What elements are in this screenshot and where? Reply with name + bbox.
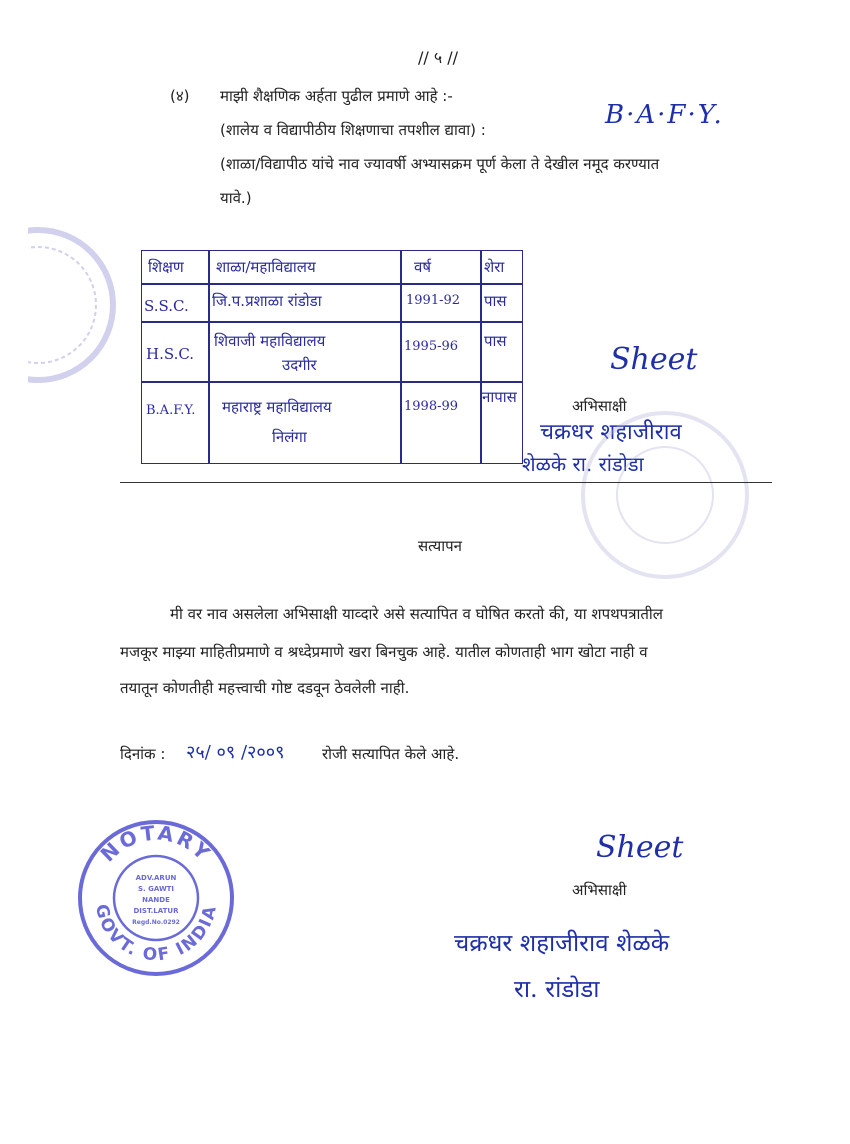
deponent-2-label: अभिसाक्षी (572, 881, 627, 899)
table-row-2-course: H.S.C. (146, 345, 195, 363)
section-line-4: यावे.) (220, 189, 252, 207)
education-table (141, 250, 523, 464)
section-number: (४) (170, 87, 190, 105)
table-row-2-school-1: शिवाजी महाविद्यालय (214, 332, 326, 350)
verification-para-line-2: मजकूर माझ्या माहितीप्रमाणे व श्रध्देप्रमाणे खरा बिनचुक आहे. यातील कोणताही भाग खोटा नाही व (120, 643, 648, 661)
table-row-2-remark: पास (484, 332, 507, 350)
section-line-2: (शालेय व विद्यापीठीय शिक्षणाचा तपशील द्यावा) : (220, 121, 486, 139)
table-header-year: वर्ष (414, 258, 432, 276)
verification-date-value: २५/ ०९ /२००९ (186, 742, 285, 763)
section-divider (120, 482, 772, 483)
section-line-3: (शाळा/विद्यापीठ यांचे नाव ज्यावर्षी अभ्यासक्रम पूर्ण केला ते देखील नमूद करण्यात (220, 155, 660, 173)
verification-date-suffix: रोजी सत्यापित केले आहे. (322, 745, 460, 763)
page-number: // ५ // (418, 48, 459, 67)
table-row-1-course: S.S.C. (144, 297, 189, 315)
table-row-3-school-2: निलंगा (272, 428, 307, 446)
notary-stamp-top-text: NOTARY (95, 820, 217, 867)
table-row-1-year: 1991-92 (406, 293, 461, 308)
deponent-1-name-1: चक्रधर शहाजीराव (540, 420, 682, 445)
faded-stamp-right (575, 405, 755, 585)
deponent-1-name-2: शेळके रा. रांडोडा (522, 452, 644, 476)
svg-text:NOTARY (96, 821, 217, 867)
deponent-1-signature: Sheet (610, 342, 698, 377)
verification-para-line-1: मी वर नाव असलेला अभिसाक्षी याव्दारे असे सत्यापित व घोषित करतो की, या शपथपत्रातील (170, 605, 663, 623)
deponent-1-label: अभिसाक्षी (572, 397, 627, 415)
notary-stamp-center-5: Regd.No.0292 (132, 919, 180, 926)
notary-stamp-center-2: S. GAWTI (137, 885, 175, 893)
table-row-3-school-1: महाराष्ट्र महाविद्यालय (222, 398, 332, 416)
deponent-2-signature: Sheet (596, 830, 684, 865)
table-header-remark: शेरा (484, 258, 505, 276)
handwritten-qualification-note: B·A·F·Y. (605, 100, 724, 130)
table-row-2-year: 1995-96 (404, 339, 459, 354)
table-header-course: शिक्षण (148, 258, 184, 276)
verification-date-label: दिनांक : (120, 745, 166, 763)
table-row-1-school: जि.प.प्रशाळा रांडोडा (212, 292, 322, 310)
deponent-2-name-1: चक्रधर शहाजीराव शेळके (454, 929, 670, 957)
notary-stamp (76, 818, 236, 978)
table-row-1-remark: पास (484, 292, 507, 310)
table-row-2-school-2: उदगीर (282, 356, 317, 374)
notary-stamp-center-3: NANDE (142, 896, 170, 904)
notary-stamp-center-1: ADV.ARUN (135, 874, 177, 882)
table-row-3-year: 1998-99 (404, 399, 459, 414)
verification-heading: सत्यापन (418, 537, 462, 555)
table-row-3-remark: नापास (482, 388, 517, 406)
table-header-school: शाळा/महाविद्यालय (216, 258, 316, 276)
notary-stamp-center-4: DIST.LATUR (133, 907, 179, 915)
faded-stamp-left (28, 225, 118, 385)
deponent-2-name-2: रा. रांडोडा (514, 975, 600, 1003)
table-row-3-course: B.A.F.Y. (146, 403, 196, 418)
section-line-1: माझी शैक्षणिक अर्हता पुढील प्रमाणे आहे :- (220, 87, 453, 105)
verification-para-line-3: तयातून कोणतीही महत्त्वाची गोष्ट दडवून ठेवलेली नाही. (120, 679, 410, 697)
notary-stamp-bottom-text: GOVT. OF INDIA (90, 902, 222, 966)
